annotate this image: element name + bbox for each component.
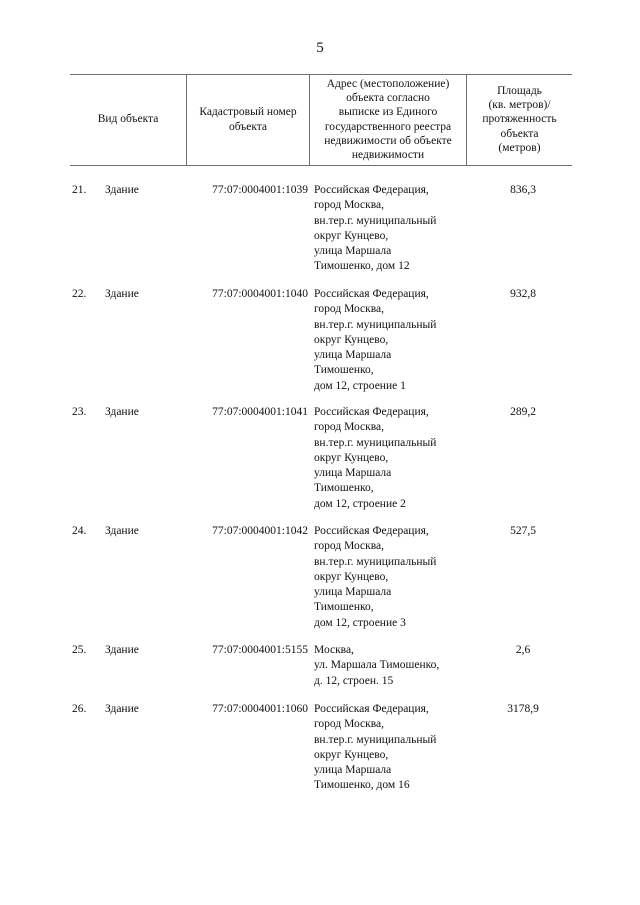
object-type: Здание [105,184,139,196]
header-object-type: Вид объекта [97,113,159,126]
cadastral-number: 77:07:0004001:1060 [212,703,308,715]
object-type: Здание [105,644,139,656]
object-type: Здание [105,406,139,418]
object-address: Российская Федерация, город Москва, вн.тер.г. муниципальный округ Кунцево, улица Маршала Тимошенко, дом 12, строение 2 [314,406,437,510]
row-number: 22. [72,288,87,300]
row-number: 26. [72,703,87,715]
table-header-bottom-border [70,165,572,166]
row-number: 21. [72,184,87,196]
header-cadastral-number: Кадастровый номер объекта [199,106,297,133]
object-type: Здание [105,288,139,300]
cadastral-number: 77:07:0004001:5155 [212,644,308,656]
page-number: 5 [316,40,324,56]
object-address: Российская Федерация, город Москва, вн.тер.г. муниципальный округ Кунцево, улица Маршала Тимошенко, дом 12, строение 3 [314,525,437,629]
object-area: 932,8 [510,288,536,300]
object-area: 3178,9 [507,703,539,715]
object-area: 2,6 [515,644,531,656]
object-type: Здание [105,525,139,537]
cadastral-number: 77:07:0004001:1041 [212,406,308,418]
header-address: Адрес (местоположение) объекта согласно выписке из Единого государственного реестра недвижимости об объекте недвижимости [324,77,452,161]
row-number: 24. [72,525,87,537]
cadastral-number: 77:07:0004001:1042 [212,525,308,537]
cadastral-number: 77:07:0004001:1039 [212,184,308,196]
object-area: 836,3 [510,184,536,196]
object-address: Российская Федерация, город Москва, вн.тер.г. муниципальный округ Кунцево, улица Маршала Тимошенко, дом 12, строение 1 [314,288,437,392]
object-address: Российская Федерация, город Москва, вн.тер.г. муниципальный округ Кунцево, улица Маршала Тимошенко, дом 12 [314,184,437,273]
header-area: Площадь (кв. метров)/ протяженность объекта (метров) [482,84,557,154]
object-type: Здание [105,703,139,715]
cadastral-number: 77:07:0004001:1040 [212,288,308,300]
object-area: 289,2 [510,406,536,418]
object-area: 527,5 [510,525,536,537]
object-address: Российская Федерация, город Москва, вн.тер.г. муниципальный округ Кунцево, улица Маршала Тимошенко, дом 16 [314,703,437,792]
object-address: Москва, ул. Маршала Тимошенко, д. 12, строен. 15 [314,644,440,687]
row-number: 25. [72,644,87,656]
row-number: 23. [72,406,87,418]
